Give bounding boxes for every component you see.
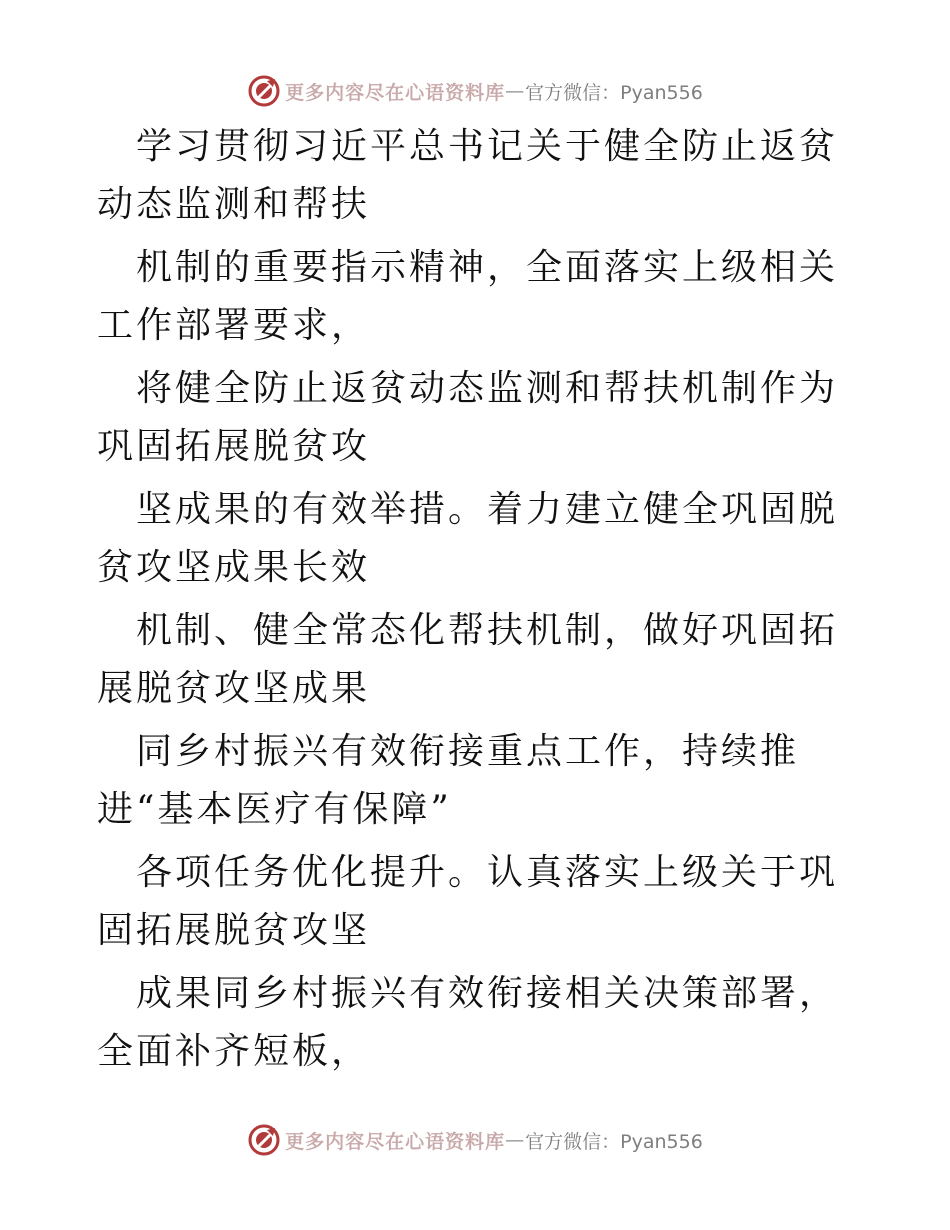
paragraph: 机制的重要指示精神，全面落实上级相关工作部署要求，	[97, 247, 839, 346]
watermark-text: 更多内容尽在心语资料库	[285, 81, 506, 104]
paragraph: 学习贯彻习近平总书记关于健全防止返贫动态监测和帮扶	[97, 126, 839, 225]
paragraph: 同乡村振兴有效衔接重点工作，持续推进“基本医疗有保障”	[97, 731, 800, 830]
watermark-separator: —	[505, 80, 526, 102]
watermark-text: 更多内容尽在心语资料库	[285, 1130, 506, 1153]
red-seal-logo-icon	[247, 1123, 281, 1157]
watermark-wechat: 官方微信：Pyan556	[525, 1130, 703, 1153]
paragraph: 成果同乡村振兴有效衔接相关决策部署，全面补齐短板，	[97, 973, 839, 1072]
paragraph: 将健全防止返贫动态监测和帮扶机制作为巩固拓展脱贫攻	[97, 368, 839, 467]
footer-watermark	[0, 1120, 950, 1160]
red-seal-logo-icon	[247, 74, 281, 108]
watermark-separator: —	[505, 1129, 526, 1151]
paragraph: 坚成果的有效举措。着力建立健全巩固脱贫攻坚成果长效	[97, 489, 839, 588]
watermark-wechat: 官方微信：Pyan556	[525, 81, 703, 104]
paragraph: 机制、健全常态化帮扶机制，做好巩固拓展脱贫攻坚成果	[97, 610, 839, 709]
document-body	[97, 118, 857, 1086]
paragraph: 各项任务优化提升。认真落实上级关于巩固拓展脱贫攻坚	[97, 852, 839, 951]
header-watermark	[0, 71, 950, 111]
